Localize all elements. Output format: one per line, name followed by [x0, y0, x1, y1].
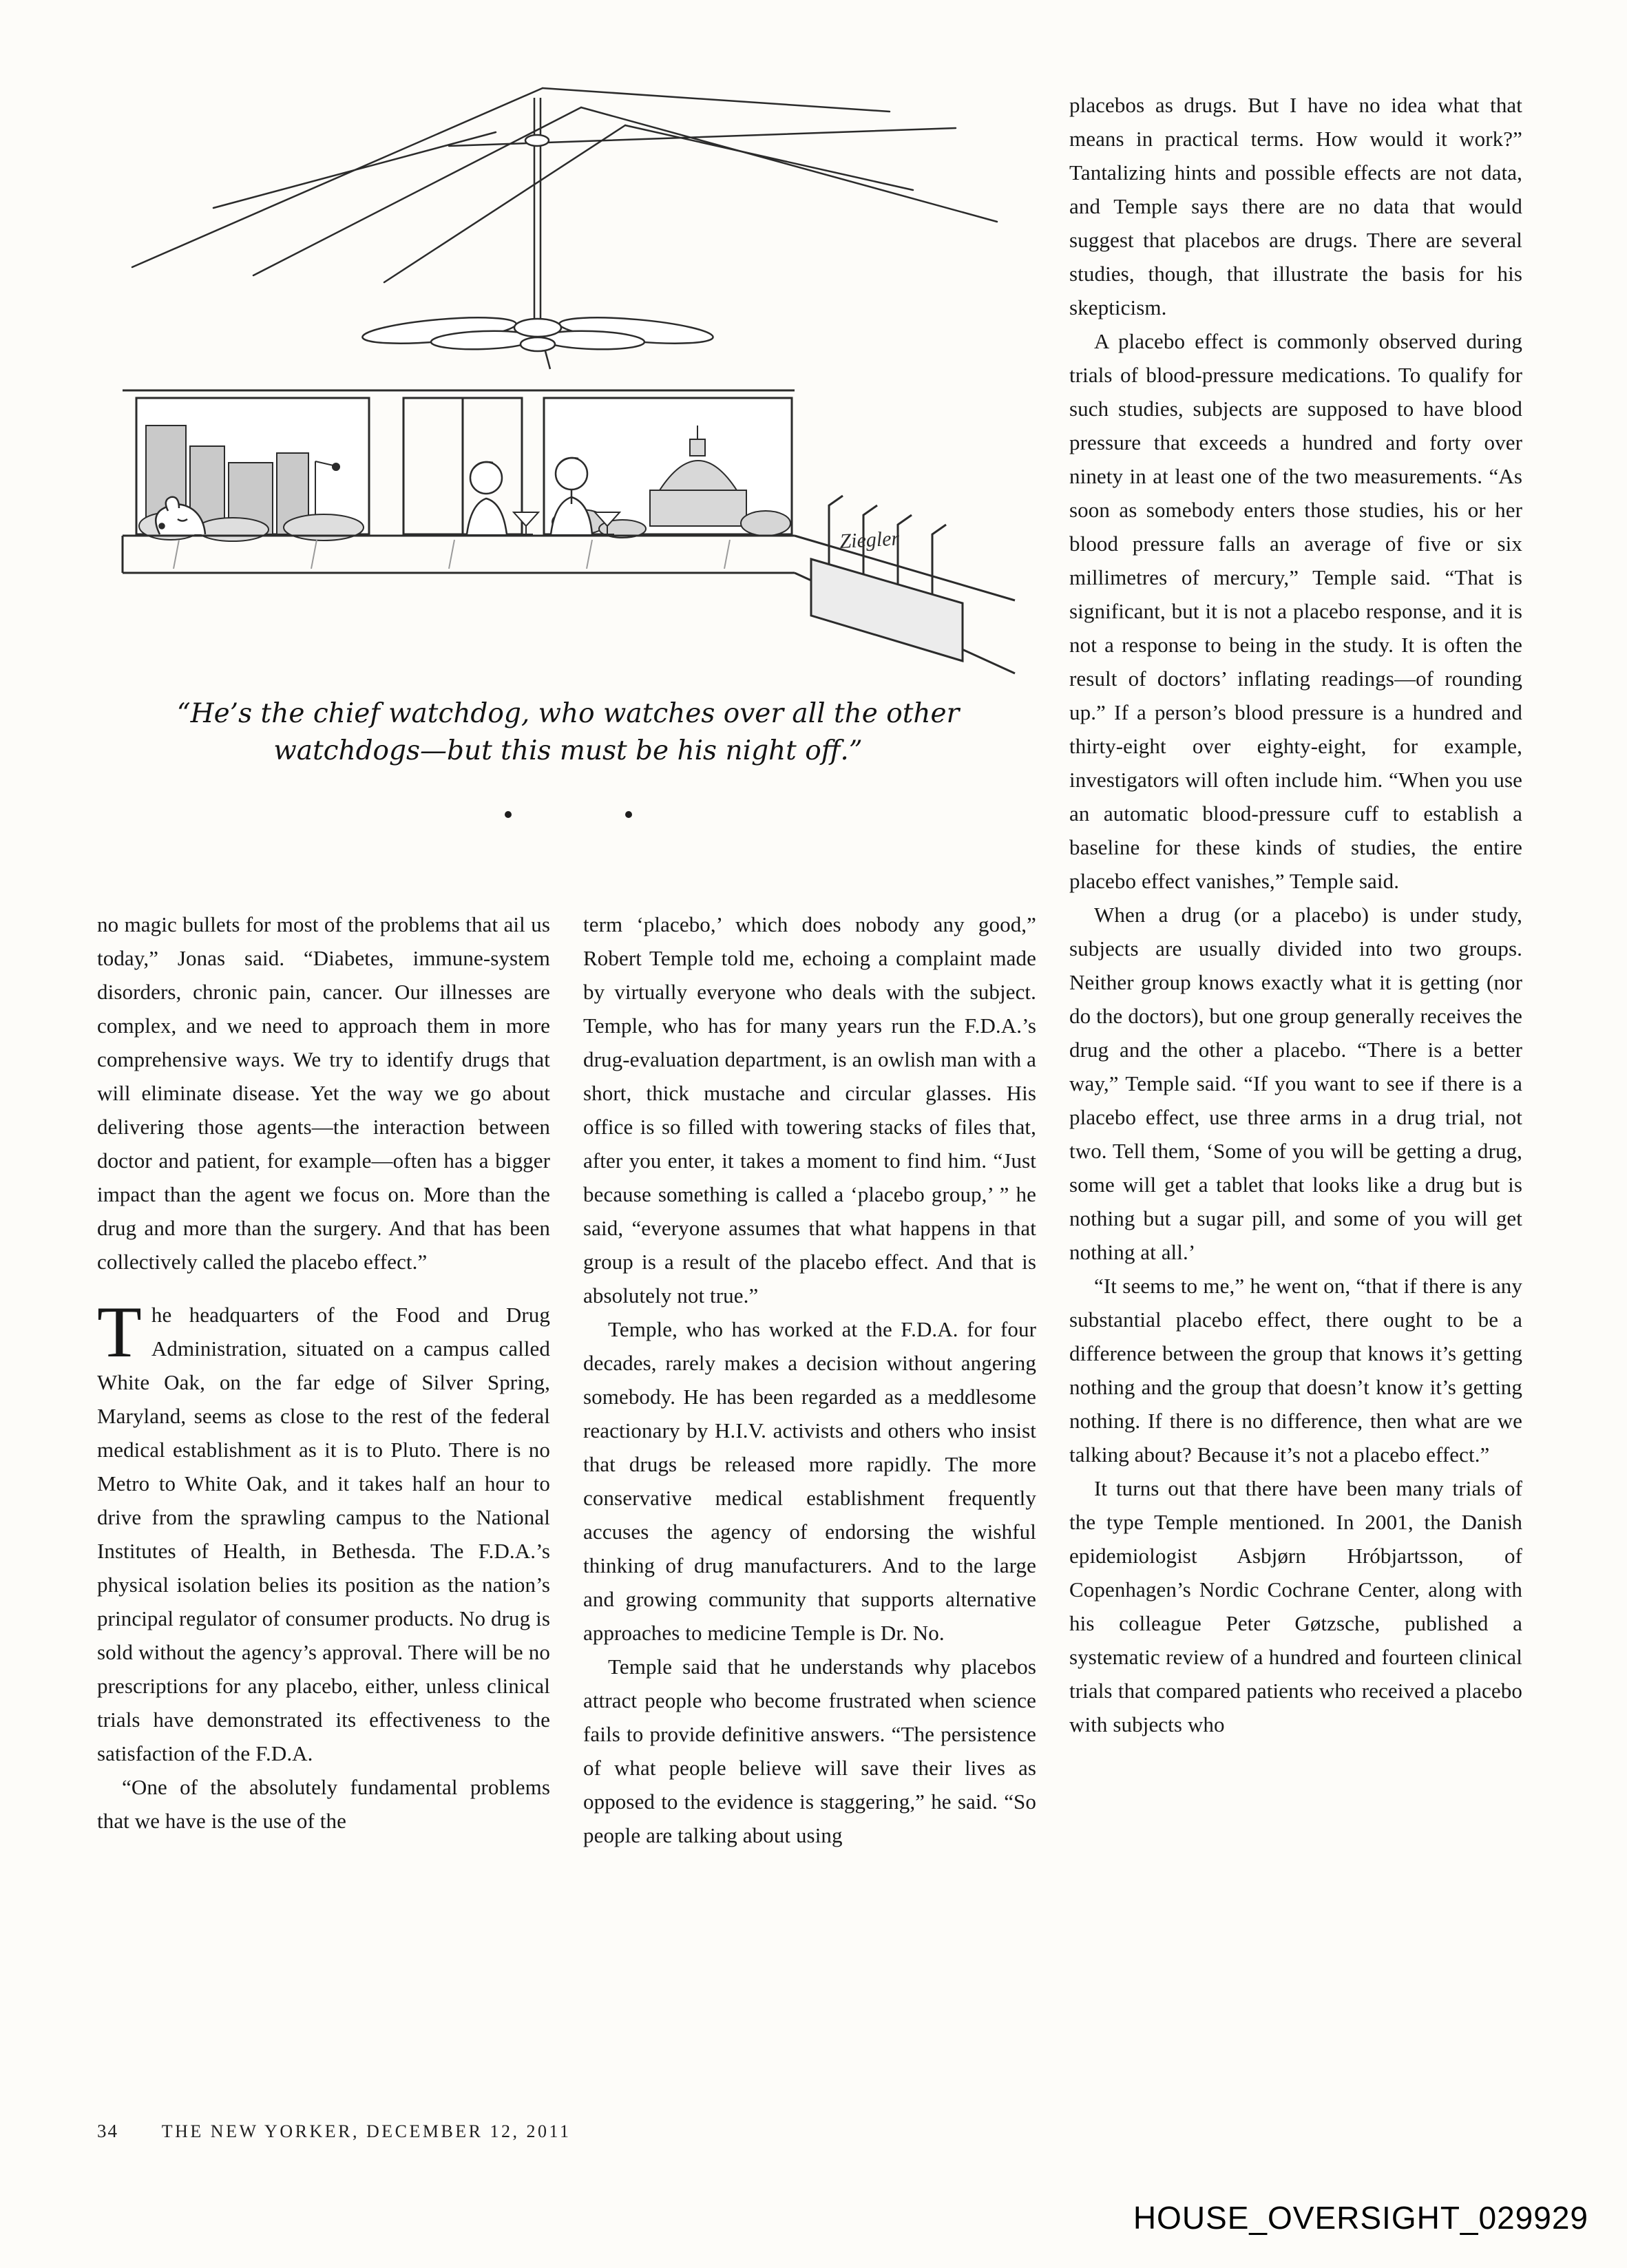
- paragraph: When a drug (or a placebo) is under study, subjects are usually divided into two groups. Neither group knows exactly what it is getting (nor do the doctors), but one group generally receives the drug and the other a placebo. “There is a better way,” Temple said. “If you want to see if there is a placebo effect, use three arms in a drug trial, not two. Tell them, ‘Some of you will be getting a drug, some will get a tablet that looks like a drug but is nothing but a sugar pill, and some of you will get nothing at all.’: [1069, 903, 1522, 1264]
- cartoon-caption-line-1: “He’s the chief watchdog, who watches over all the other: [176, 698, 960, 729]
- article-column-1: [97, 907, 550, 1838]
- cartoonist-signature: Ziegler: [839, 527, 900, 553]
- cartoon-caption-line-2: watchdogs—but this must be his night off.”: [273, 735, 863, 766]
- ceiling-lines: [132, 88, 997, 282]
- paragraph: “One of the absolutely fundamental problems that we have is the use of the: [97, 1775, 550, 1833]
- paragraph: Temple, who has worked at the F.D.A. for four decades, rarely makes a decision without angering somebody. He has been regarded as a meddlesome reactionary by H.I.V. activists and others who insist that drugs be released more rapidly. The more conservative medical establishment frequently accuses the agency of endorsing the wishful thinking of drug manufacturers. And to the large and growing community that supports alternative approaches to medicine Temple is Dr. No.: [583, 1317, 1036, 1645]
- magazine-name: THE NEW YORKER, DECEMBER 12, 2011: [161, 2121, 571, 2141]
- cartoon-illustration: [96, 48, 1040, 689]
- section-separator: [96, 811, 1040, 818]
- paragraph: It turns out that there have been many trials of the type Temple mentioned. In 2001, the Danish epidemiologist Asbjørn Hróbjartsson, of Copenhagen’s Nordic Cochrane Center, along with his colleague Peter Gøtzsche, published a systematic review of a hundred and fourteen clinical trials that compared patients who received a placebo with subjects who: [1069, 1476, 1522, 1736]
- paragraph: A placebo effect is commonly observed during trials of blood-pressure medications. To qualify for such studies, subjects are supposed to have blood pressure that exceeds a hundred and forty over ninety in at least one of the two measurements. “As soon as somebody enters those studies, his or her blood pressure falls an average of five or six millimetres of mercury,” Temple said. “That is significant, but it is not a placebo response, and it is not a response to being in the study. It is often the result of doctors’ inflating readings—of rounding up.” If a person’s blood pressure is a hundred and thirty-eight over eighty-eight, for example, investigators will often include him. “When you use an automatic blood-pressure cuff to establish a baseline for these kinds of studies, the entire placebo effect vanishes,” Temple said.: [1069, 329, 1522, 893]
- page-number: 34: [97, 2121, 118, 2141]
- separator-dot: [625, 811, 632, 818]
- paragraph: Temple said that he understands why placebos attract people who become frustrated when science fails to provide definitive answers. “The persistence of what people believe will save their lives as opposed to the evidence is staggering,” he said. “So people are talking about using: [583, 1655, 1036, 1847]
- page-footer: [97, 2121, 571, 2142]
- oversight-watermark: HOUSE_OVERSIGHT_029929: [1133, 2200, 1588, 2236]
- paragraph: “It seems to me,” he went on, “that if there is any substantial placebo effect, there ought to be a difference between the group that knows it’s getting nothing and the group that doesn’t know it’s getting nothing. If there is no difference, then what are we talking about? Because it’s not a placebo effect.”: [1069, 1274, 1522, 1467]
- paragraph: no magic bullets for most of the problems that ail us today,” Jonas said. “Diabetes, immune-system disorders, chronic pain, cancer. Our illnesses are complex, and we need to approach them in more comprehensive ways. We try to identify drugs that will eliminate disease. Yet the way we go about delivering those agents—the interaction between doctor and patient, for example—often has a bigger impact than the agent we focus on. More than the drug and more than the surgery. And that has been collectively called the placebo effect.”: [97, 912, 550, 1274]
- article-column-2: [583, 907, 1036, 1852]
- drop-cap: T: [97, 1292, 142, 1372]
- cartoon: [96, 48, 1040, 689]
- paragraph-text: he headquarters of the Food and Drug Administration, situated on a campus called White Oak, on the far edge of Silver Spring, Maryland, seems as close to the rest of the federal medical establishment as it is to Pluto. There is no Metro to White Oak, and it takes half an hour to drive from the sprawling campus to the National Institutes of Health, in Bethesda. The F.D.A.’s physical isolation belies its position as the nation’s principal regulator of consumer products. No drug is sold without the agency’s approval. There will be no prescriptions for any placebo, either, unless clinical trials have demonstrated its effectiveness to the satisfaction of the F.D.A.: [97, 1303, 550, 1765]
- paragraph: term ‘placebo,’ which does nobody any good,” Robert Temple told me, echoing a complaint made by virtually everyone who deals with the subject. Temple, who has for many years run the F.D.A.’s drug-evaluation department, is an owlish man with a short, thick mustache and circular glasses. His office is so filled with towering stacks of files that, after you enter, it takes a moment to find him. “Just because something is called a ‘placebo group,’ ” he said, “everyone assumes that what happens in that group is a result of the placebo effect. And that is absolutely not true.”: [583, 912, 1036, 1308]
- cartoon-caption: [96, 695, 1040, 770]
- bar-hatching: [174, 540, 730, 569]
- doorway: [403, 398, 522, 534]
- paragraph: placebos as drugs. But I have no idea what that means in practical terms. How would it work?” Tantalizing hints and possible effects are not data, and Temple says there are no data that would suggest that placebos are drugs. There are several studies, though, that illustrate the basis for his skepticism.: [1069, 93, 1522, 319]
- separator-dot: [505, 811, 512, 818]
- paragraph-dropcap: [97, 1292, 550, 1770]
- article-column-3: [1069, 88, 1522, 1741]
